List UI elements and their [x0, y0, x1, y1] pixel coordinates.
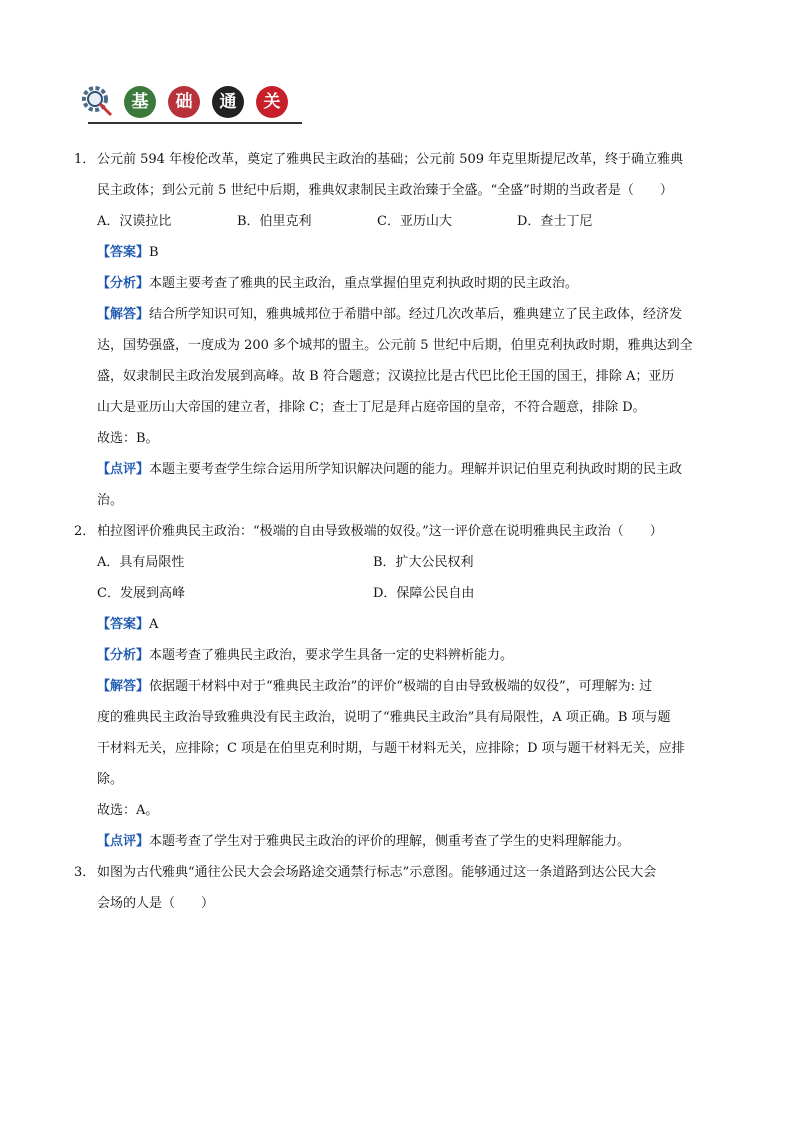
q1-comment-line2: 治。 — [97, 493, 124, 508]
q1-solution-line4: 山大是亚历山大帝国的建立者，排除 C；查士丁尼是拜占庭帝国的皇帝，不符合题意，排除 D。 — [97, 400, 646, 415]
q2-analysis-text: 本题考查了雅典民主政治，要求学生具备一定的史料辨析能力。 — [149, 648, 514, 663]
q1-answer-value: B — [149, 245, 159, 260]
q2-solution-line3: 干材料无关，应排除；C 项是在伯里克利时期，与题干材料无关，应排除；D 项与题干材料无关，应排 — [97, 741, 685, 756]
q1-option-b: B．伯里克利 — [237, 214, 312, 229]
q2-option-c: C．发展到高峰 — [97, 586, 185, 601]
q2-options-row2 — [74, 578, 724, 609]
q1-comment-text-1: 本题主要考查学生综合运用所学知识解决问题的能力。理解并识记伯里克利执政时期的民主政 — [149, 462, 683, 477]
solution-tag: 【解答】 — [97, 679, 150, 694]
q2-analysis — [74, 640, 724, 671]
q1-analysis-text: 本题主要考查了雅典的民主政治，重点掌握伯里克利执政时期的民主政治。 — [149, 276, 579, 291]
q1-choose: 故选：B。 — [97, 431, 159, 446]
q1-option-c: C．亚历山大 — [377, 214, 452, 229]
q2-solution-line4: 除。 — [97, 772, 124, 787]
q1-solution-line1 — [74, 299, 724, 330]
answer-tag: 【答案】 — [97, 245, 150, 260]
q2-choose: 故选：A。 — [97, 803, 159, 818]
q1-solution-text-1: 结合所学知识可知，雅典城邦位于希腊中部。经过几次改革后，雅典建立了民主政体，经济发 — [149, 307, 683, 322]
q1-stem-line1 — [74, 144, 724, 175]
q2-text-1: 柏拉图评价雅典民主政治：“极端的自由导致极端的奴役。”这一评价意在说明雅典民主政治（ ） — [97, 524, 663, 539]
q2-solution-text-1: 依据题干材料中对于“雅典民主政治”的评价“极端的自由导致极端的奴役”，可理解为: 过 — [149, 679, 653, 694]
q2-comment-text: 本题考查了学生对于雅典民主政治的评价的理解，侧重考查了学生的史料理解能力。 — [149, 834, 631, 849]
section-header — [80, 82, 302, 126]
answer-tag: 【答案】 — [97, 617, 150, 632]
q2-option-a: A．具有局限性 — [97, 555, 185, 570]
comment-tag: 【点评】 — [97, 462, 150, 477]
solution-tag: 【解答】 — [97, 307, 150, 322]
q1-text-1: 公元前 594 年梭伦改革，奠定了雅典民主政治的基础；公元前 509 年克里斯提尼改革，终于确立雅典 — [97, 152, 684, 167]
q1-stem-line2: 民主政体；到公元前 5 世纪中后期，雅典奴隶制民主政治臻于全盛。“全盛”时期的当政者是（ ） — [97, 183, 673, 198]
q1-option-d: D．查士丁尼 — [517, 214, 593, 229]
comment-tag: 【点评】 — [97, 834, 150, 849]
q1-solution-line3: 盛，奴隶制民主政治发展到高峰。故 B 符合题意；汉谟拉比是古代巴比伦王国的国王，排除 A；亚历 — [97, 369, 675, 384]
q2-solution-line2: 度的雅典民主政治导致雅典没有民主政治，说明了“雅典民主政治”具有局限性，A 项正确。B 项与题 — [97, 710, 671, 725]
q2-number: 2． — [74, 524, 96, 539]
badge-ji: 基 — [124, 86, 156, 118]
badge-guan: 关 — [256, 86, 288, 118]
q2-stem-line1 — [74, 516, 724, 547]
analysis-tag: 【分析】 — [97, 276, 150, 291]
q3-number: 3． — [74, 865, 96, 880]
question-list — [74, 144, 724, 919]
badge-chu: 础 — [168, 86, 200, 118]
q2-answer — [74, 609, 724, 640]
q1-option-a: A．汉谟拉比 — [97, 214, 172, 229]
q1-comment-line1 — [74, 454, 724, 485]
badge-tong: 通 — [212, 86, 244, 118]
q1-options — [74, 206, 724, 237]
q3-stem-line1 — [74, 857, 724, 888]
q1-answer — [74, 237, 724, 268]
header-rule — [88, 122, 302, 124]
q1-analysis — [74, 268, 724, 299]
q2-option-d: D．保障公民自由 — [373, 586, 475, 601]
q2-options-row1 — [74, 547, 724, 578]
q2-solution-line1 — [74, 671, 724, 702]
q3-stem-line2: 会场的人是（ ） — [97, 896, 215, 911]
analysis-tag: 【分析】 — [97, 648, 150, 663]
q2-answer-value: A — [149, 617, 159, 632]
gear-magnifier-icon — [80, 84, 114, 118]
q3-text-1: 如图为古代雅典“通往公民大会会场路途交通禁行标志”示意图。能够通过这一条道路到达公民大会 — [97, 865, 657, 880]
q2-comment — [74, 826, 724, 857]
q1-number: 1． — [74, 152, 96, 167]
q2-option-b: B．扩大公民权利 — [373, 555, 474, 570]
q1-solution-line2: 达，国势强盛，一度成为 200 多个城邦的盟主。公元前 5 世纪中后期，伯里克利执政时期，雅典达到全 — [97, 338, 693, 353]
